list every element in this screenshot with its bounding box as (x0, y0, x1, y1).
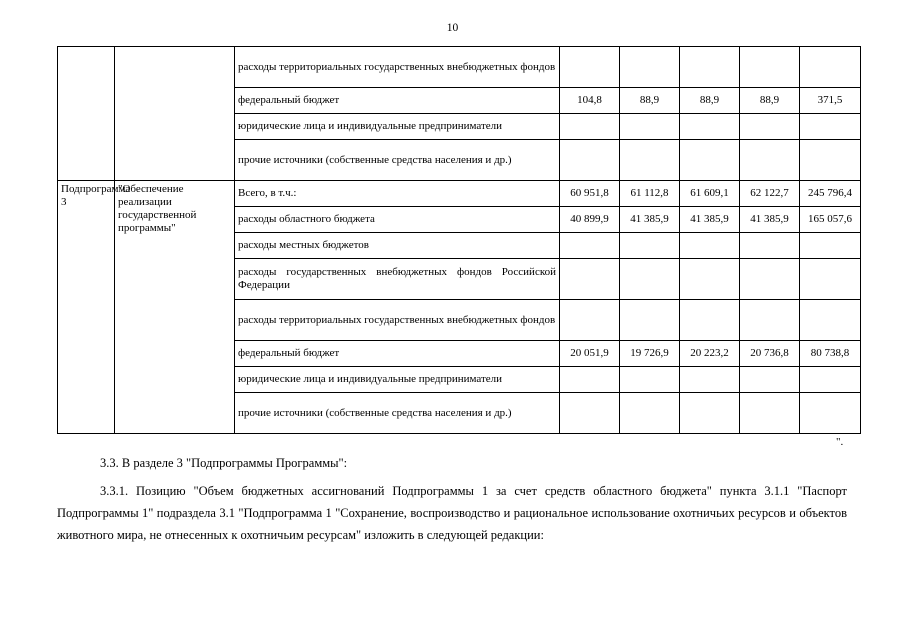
value-cell (800, 259, 861, 300)
value-cell (740, 114, 800, 140)
value-cell (620, 300, 680, 341)
value-cell (620, 114, 680, 140)
value-cell: 88,9 (620, 88, 680, 114)
funding-source-cell: прочие источники (собственные средства населения и др.) (235, 140, 560, 181)
value-cell (560, 300, 620, 341)
funding-source-cell: прочие источники (собственные средства населения и др.) (235, 393, 560, 434)
value-cell (680, 114, 740, 140)
value-cell (680, 300, 740, 341)
value-cell (620, 259, 680, 300)
value-cell (560, 367, 620, 393)
value-cell (680, 393, 740, 434)
funding-source-cell: юридические лица и индивидуальные предприниматели (235, 367, 560, 393)
budget-table (57, 46, 861, 434)
funding-source-cell: расходы областного бюджета (235, 207, 560, 233)
value-cell (800, 114, 861, 140)
value-cell: 245 796,4 (800, 181, 861, 207)
value-cell: 88,9 (680, 88, 740, 114)
funding-source-cell: расходы территориальных государственных внебюджетных фондов (235, 47, 560, 88)
funding-source-cell: федеральный бюджет (235, 341, 560, 367)
value-cell (680, 233, 740, 259)
value-cell (800, 300, 861, 341)
value-cell (560, 393, 620, 434)
paragraph-section-3-3-1: 3.3.1. Позицию "Объем бюджетных ассигнований Подпрограммы 1 за счет средств областного бюджета" пункта 3.1.1 "Паспорт Подпрограммы 1" подраздела 3.1 "Подпрограмма 1 "Сохранение, воспроизводство и рациональное использование охотничьих ресурсов и объектов животного мира, не отнесенных к охотничьим ресурсам" изложить в следующей редакции: (57, 484, 847, 542)
value-cell (800, 140, 861, 181)
value-cell (800, 367, 861, 393)
value-cell (620, 393, 680, 434)
value-cell: 20 223,2 (680, 341, 740, 367)
value-cell: 20 051,9 (560, 341, 620, 367)
value-cell (560, 140, 620, 181)
value-cell: 40 899,9 (560, 207, 620, 233)
value-cell (800, 233, 861, 259)
closing-quote-mark: ". (836, 436, 844, 448)
value-cell: 20 736,8 (740, 341, 800, 367)
subprogram-code-cell: Подпрограмма 3 (58, 181, 115, 434)
value-cell (680, 140, 740, 181)
value-cell (560, 47, 620, 88)
value-cell (740, 233, 800, 259)
value-cell: 165 057,6 (800, 207, 861, 233)
budget-table-body (58, 47, 861, 434)
value-cell (620, 140, 680, 181)
table-row (58, 181, 861, 207)
subprogram-name-cell: "Обеспечение реализации государственной программы" (115, 181, 235, 434)
continued-program-cell (58, 47, 115, 181)
value-cell (740, 140, 800, 181)
paragraph-section-3-3: 3.3. В разделе 3 "Подпрограммы Программы": (100, 456, 348, 470)
value-cell (680, 367, 740, 393)
value-cell (560, 233, 620, 259)
continued-name-cell (115, 47, 235, 181)
funding-source-cell: юридические лица и индивидуальные предприниматели (235, 114, 560, 140)
value-cell (680, 259, 740, 300)
value-cell (740, 393, 800, 434)
funding-source-cell: федеральный бюджет (235, 88, 560, 114)
funding-source-cell: расходы местных бюджетов (235, 233, 560, 259)
value-cell: 41 385,9 (620, 207, 680, 233)
value-cell (740, 300, 800, 341)
funding-source-cell: Всего, в т.ч.: (235, 181, 560, 207)
value-cell (560, 259, 620, 300)
value-cell (620, 47, 680, 88)
value-cell (680, 47, 740, 88)
value-cell (800, 47, 861, 88)
funding-source-cell: расходы территориальных государственных внебюджетных фондов (235, 300, 560, 341)
value-cell: 61 609,1 (680, 181, 740, 207)
value-cell: 80 738,8 (800, 341, 861, 367)
value-cell: 104,8 (560, 88, 620, 114)
value-cell (620, 367, 680, 393)
value-cell (740, 47, 800, 88)
value-cell: 62 122,7 (740, 181, 800, 207)
value-cell: 19 726,9 (620, 341, 680, 367)
value-cell (620, 233, 680, 259)
page-number: 10 (446, 22, 459, 34)
value-cell: 371,5 (800, 88, 861, 114)
value-cell: 41 385,9 (680, 207, 740, 233)
table-row (58, 47, 861, 88)
value-cell (800, 393, 861, 434)
value-cell (740, 259, 800, 300)
value-cell: 61 112,8 (620, 181, 680, 207)
value-cell (740, 367, 800, 393)
value-cell: 60 951,8 (560, 181, 620, 207)
value-cell: 41 385,9 (740, 207, 800, 233)
value-cell (560, 114, 620, 140)
funding-source-cell: расходы государственных внебюджетных фондов Российской Федерации (235, 259, 560, 300)
value-cell: 88,9 (740, 88, 800, 114)
